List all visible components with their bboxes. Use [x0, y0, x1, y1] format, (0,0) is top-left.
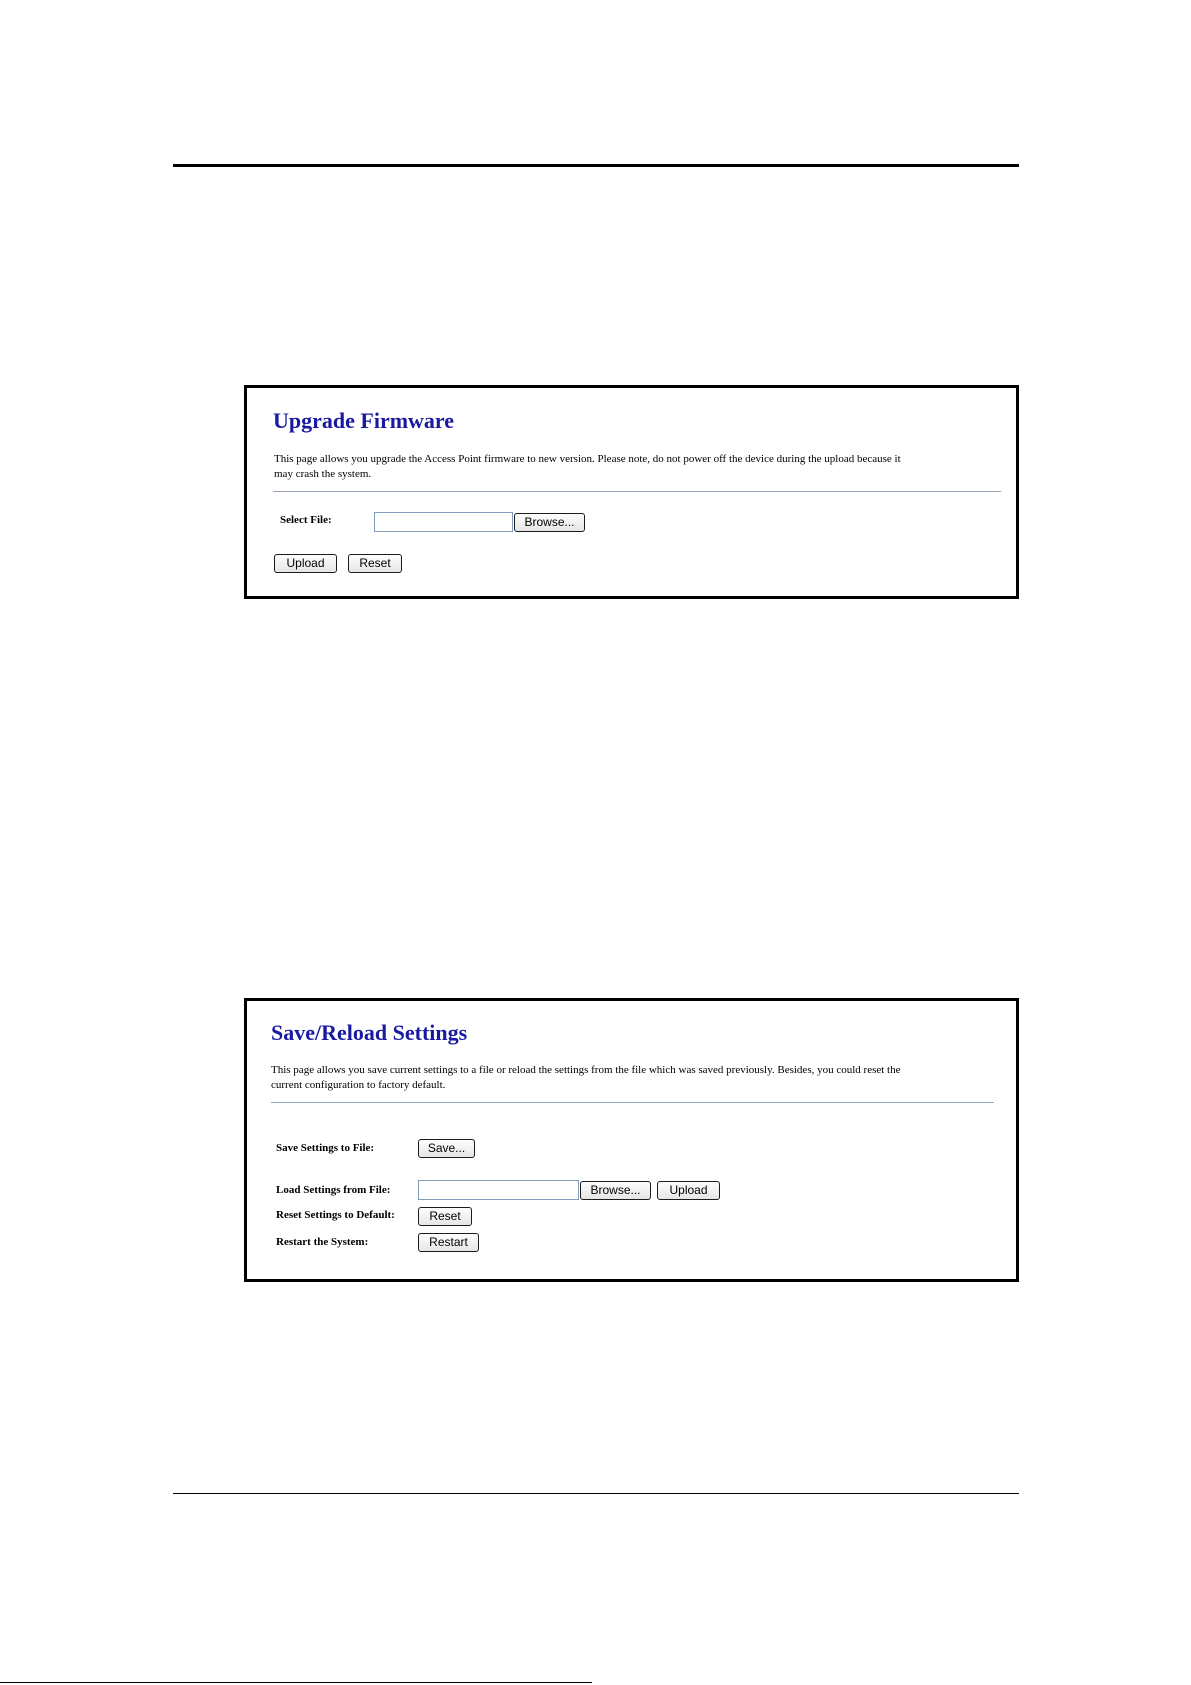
reset-button[interactable]: Reset — [348, 554, 402, 573]
save-reload-description — [271, 1063, 901, 1093]
description-line: may crash the system. — [274, 468, 372, 480]
description-line: current configuration to factory default. — [271, 1079, 446, 1091]
save-to-file-label: Save Settings to File: — [276, 1142, 375, 1154]
restart-button[interactable]: Restart — [418, 1233, 479, 1252]
description-line: This page allows you upgrade the Access Point firmware to new version. Please note, do not power off the device during the upload because it — [274, 453, 901, 465]
upgrade-firmware-panel — [244, 385, 1019, 599]
browse-button[interactable]: Browse... — [514, 513, 585, 532]
reset-button[interactable]: Reset — [418, 1207, 472, 1226]
upload-button[interactable]: Upload — [657, 1181, 720, 1200]
browse-button[interactable]: Browse... — [580, 1181, 651, 1200]
save-reload-title: Save/Reload Settings — [271, 1020, 468, 1045]
save-reload-settings-panel — [244, 998, 1019, 1282]
divider — [271, 1102, 994, 1103]
upload-button[interactable]: Upload — [274, 554, 337, 573]
reset-default-label: Reset Settings to Default: — [276, 1209, 395, 1221]
select-file-label: Select File: — [280, 514, 332, 526]
restart-label: Restart the System: — [276, 1236, 369, 1248]
description-line: This page allows you save current settings to a file or reload the settings from the file which was saved previously. Besides, you could reset the — [271, 1064, 901, 1076]
bottom-edge-rule — [0, 1682, 592, 1683]
header-rule — [173, 164, 1019, 167]
load-from-file-label: Load Settings from File: — [276, 1184, 391, 1196]
divider — [273, 491, 1001, 492]
upgrade-firmware-title: Upgrade Firmware — [273, 408, 455, 433]
save-button[interactable]: Save... — [418, 1139, 475, 1158]
firmware-file-field[interactable] — [374, 512, 513, 532]
upgrade-firmware-description — [274, 452, 901, 482]
settings-file-field[interactable] — [418, 1180, 579, 1200]
footer-rule — [173, 1493, 1019, 1494]
